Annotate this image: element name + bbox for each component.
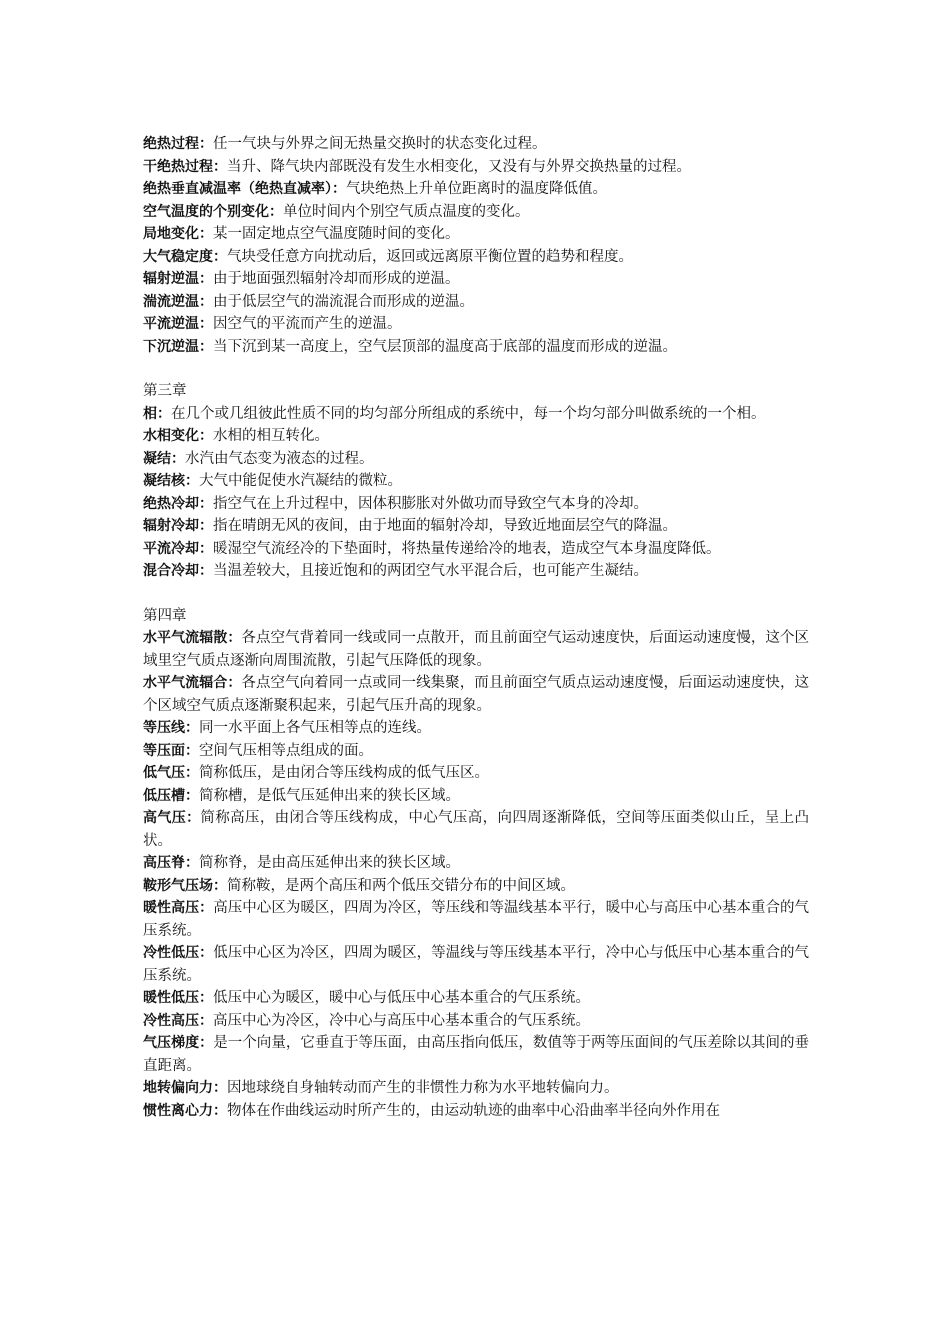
chapter-heading: 第三章 [143,383,187,399]
definition-entry [143,1077,809,1100]
term: 等压面 [143,742,185,759]
section [143,133,809,358]
definition-text: 简称高压，由闭合等压线构成，中心气压高，向四周逐渐降低，空间等压面类似山丘，呈上凸状。 [143,810,810,849]
term-separator: ： [199,1035,214,1051]
definition-entry [143,897,809,942]
definition-text: 各点空气背着同一线或同一点散开，而且前面空气运动速度快，后面运动速度慢，这个区域里空气质点逐渐向周围流散，引起气压降低的现象。 [143,630,810,669]
definition-entry [143,740,809,763]
definition-entry [143,223,809,246]
term: 高压脊 [143,855,185,871]
term-separator: ： [185,742,199,759]
term: 局地变化 [143,226,199,242]
definition-entry [143,717,809,740]
definition-entry [143,268,809,291]
section [143,605,809,1123]
term: 气压梯度 [143,1035,200,1051]
term-separator: ： [199,1012,213,1029]
term-separator: ： [199,495,213,512]
term-separator: ： [199,428,213,444]
definition-text: 简称鞍，是两个高压和两个低压交错分布的中间区域。 [227,877,575,894]
term: 地转偏向力 [143,1080,213,1096]
term: 下沉逆温 [143,338,199,355]
definition-text: 是一个向量，它垂直于等压面，由高压指向低压，数值等于两等压面间的气压差除以其间的垂直距离。 [143,1035,810,1074]
term-separator: ： [199,990,213,1006]
term-separator: ： [185,765,199,781]
definition-entry [143,942,809,987]
term-separator: ： [185,720,199,736]
term: 空气温度的个别变化 [143,203,269,220]
term: 暖性高压 [143,900,200,916]
definition-entry [143,807,809,852]
definition-entry [143,133,809,156]
term-separator: ： [269,203,283,220]
definition-entry [143,538,809,561]
term: 凝结 [143,450,171,467]
definition-entry [143,156,809,179]
term-separator: ： [199,293,213,310]
term-separator: ： [199,563,213,579]
definition-entry [143,875,809,898]
definition-entry [143,762,809,785]
definition-entry [143,178,809,201]
term-separator: ： [199,316,213,332]
definition-entry [143,313,809,336]
definition-text: 简称脊，是由高压延伸出来的狭长区域。 [199,855,460,871]
definition-entry [143,1032,809,1077]
term: 暖性低压 [143,990,199,1006]
section [143,380,809,583]
term-separator: ： [199,338,213,355]
term: 高气压 [143,810,187,826]
term: 相 [143,405,157,422]
definition-entry [143,201,809,224]
term: 水相变化 [143,428,199,444]
definition-entry [143,627,809,672]
definition-text: 因空气的平流而产生的逆温。 [213,316,402,332]
definition-text: 指空气在上升过程中，因体积膨胀对外做功而导致空气本身的冷却。 [213,495,648,512]
definition-entry [143,785,809,808]
term-separator: ： [332,181,346,197]
definition-entry [143,425,809,448]
definition-text: 单位时间内个别空气质点温度的变化。 [283,203,530,220]
definition-text: 暖湿空气流经冷的下垫面时，将热量传递给冷的地表，造成空气本身温度降低。 [213,540,721,557]
definition-text: 由于地面强烈辐射冷却而形成的逆温。 [213,271,460,287]
term: 低压槽 [143,787,185,804]
definition-text: 低压中心区为冷区，四周为暖区，等温线与等压线基本平行，冷中心与低压中心基本重合的气压系统。 [143,945,810,984]
term-separator: ： [185,473,199,489]
term: 辐射逆温 [143,271,199,287]
definition-text: 因地球绕自身轴转动而产生的非惯性力称为水平地转偏向力。 [227,1080,619,1096]
term-separator: ： [213,1102,227,1119]
definition-entry [143,515,809,538]
definition-text: 低压中心为暖区，暖中心与低压中心基本重合的气压系统。 [213,990,590,1006]
definition-text: 水汽由气态变为液态的过程。 [185,450,374,467]
definition-entry [143,987,809,1010]
term: 绝热过程 [143,136,199,152]
definition-text: 某一固定地点空气温度随时间的变化。 [213,226,460,242]
term-separator: ： [213,158,227,175]
term-separator: ： [199,540,213,557]
term: 惯性离心力 [143,1102,213,1119]
term-separator: ： [199,271,213,287]
definition-text: 大气中能促使水汽凝结的微粒。 [199,473,402,489]
definition-text: 当升、降气块内部既没有发生水相变化，又没有与外界交换热量的过程。 [227,158,691,175]
term: 绝热冷却 [143,495,199,512]
term: 等压线 [143,720,185,736]
definition-entry [143,1010,809,1033]
term: 辐射冷却 [143,518,199,534]
definition-text: 同一水平面上各气压相等点的连线。 [199,720,431,736]
term: 水平气流辐散 [143,630,228,646]
definition-text: 高压中心区为暖区，四周为冷区，等压线和等温线基本平行，暖中心与高压中心基本重合的气压系统。 [143,900,810,939]
definition-entry [143,852,809,875]
definition-text: 在几个或几组彼此性质不同的均匀部分所组成的系统中，每一个均匀部分叫做系统的一个相。 [171,405,766,422]
definition-entry [143,470,809,493]
term-separator: ： [213,877,227,894]
definition-text: 气块绝热上升单位距离时的温度降低值。 [346,181,607,197]
document-page [143,133,809,1122]
definition-entry [143,560,809,583]
term: 干绝热过程 [143,158,213,175]
definition-entry [143,448,809,471]
definition-text: 物体在作曲线运动时所产生的，由运动轨迹的曲率中心沿曲率半径向外作用在 [227,1102,720,1119]
term: 平流冷却 [143,540,199,557]
term: 大气稳定度 [143,248,213,265]
definition-text: 空间气压相等点组成的面。 [199,742,373,759]
term: 混合冷却 [143,563,199,579]
definition-entry [143,493,809,516]
term: 低气压 [143,765,185,781]
term-separator: ： [199,945,214,961]
definition-text: 当下沉到某一高度上，空气层顶部的温度高于底部的温度而形成的逆温。 [213,338,677,355]
definition-text: 各点空气向着同一点或同一线集聚，而且前面空气质点运动速度慢，后面运动速度快，这个区域空气质点逐渐聚积起来，引起气压升高的现象。 [143,675,810,714]
definition-text: 任一气块与外界之间无热量交换时的状态变化过程。 [213,136,547,152]
definition-entry [143,1100,809,1123]
definition-text: 简称低压，是由闭合等压线构成的低气压区。 [199,765,489,781]
definition-text: 高压中心为冷区，冷中心与高压中心基本重合的气压系统。 [213,1012,590,1029]
term-separator: ： [213,1080,227,1096]
term: 平流逆温 [143,316,199,332]
term-separator: ： [213,248,227,265]
definition-entry [143,291,809,314]
definition-text: 水相的相互转化。 [213,428,329,444]
term-separator: ： [157,405,171,422]
definition-text: 指在晴朗无风的夜间，由于地面的辐射冷却，导致近地面层空气的降温。 [213,518,677,534]
term: 凝结核 [143,473,185,489]
definition-entry [143,336,809,359]
term: 冷性低压 [143,945,200,961]
term-separator: ： [185,855,199,871]
term-separator: ： [199,518,213,534]
definition-entry [143,672,809,717]
definition-text: 简称槽，是低气压延伸出来的狭长区域。 [199,787,460,804]
term-separator: ： [186,810,201,826]
definition-text: 由于低层空气的湍流混合而形成的逆温。 [213,293,474,310]
term-separator: ： [227,630,242,646]
term: 鞍形气压场 [143,877,213,894]
term-separator: ： [199,136,213,152]
term: 水平气流辐合 [143,675,228,691]
term-separator: ： [185,787,199,804]
definition-entry [143,403,809,426]
term: 冷性高压 [143,1012,199,1029]
term-separator: ： [199,900,214,916]
definition-text: 气块受任意方向扰动后，返回或远离原平衡位置的趋势和程度。 [227,248,633,265]
term-separator: ： [227,675,242,691]
term: 绝热垂直减温率（绝热直减率） [143,181,332,197]
term-separator: ： [199,226,213,242]
definition-text: 当温差较大，且接近饱和的两团空气水平混合后，也可能产生凝结。 [213,563,648,579]
chapter-heading: 第四章 [143,607,187,624]
definition-entry [143,246,809,269]
term: 湍流逆温 [143,293,199,310]
term-separator: ： [171,450,185,467]
